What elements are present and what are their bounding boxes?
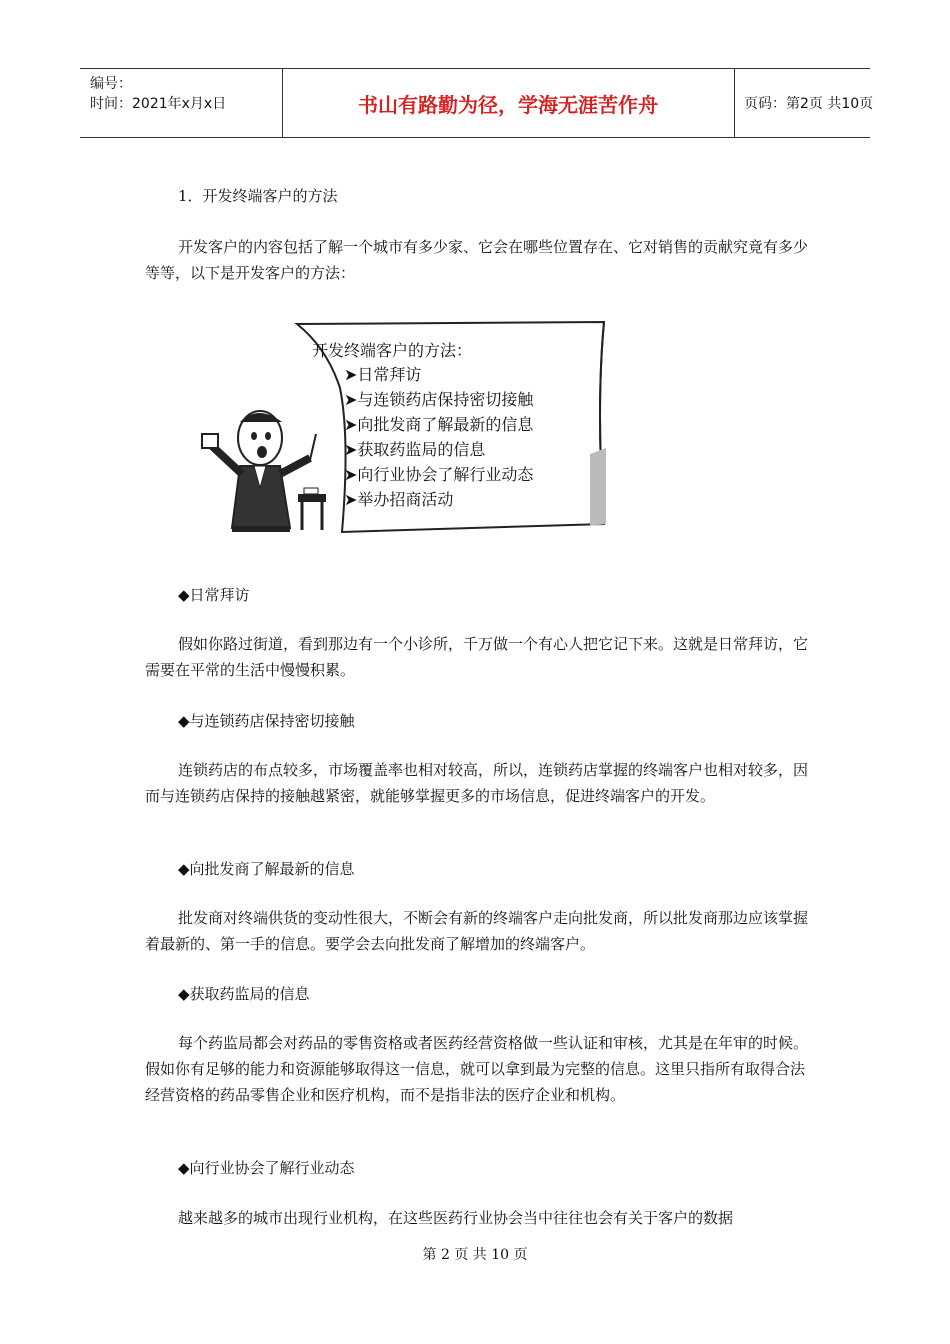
section-paragraph: 越来越多的城市出现行业机构，在这些医药行业协会当中往往也会有关于客户的数据 bbox=[178, 1209, 734, 1227]
cartoon-man bbox=[202, 411, 316, 532]
illustration-item: ➤日常拜访 bbox=[344, 365, 422, 384]
section-title: ◆日常拜访 bbox=[178, 586, 250, 604]
lectern bbox=[298, 488, 326, 530]
intro-paragraph: 开发客户的内容包括了解一个城市有多少家、它会在哪些位置存在、它对销售的贡献究竟有多少等等，以下是开发客户的方法： bbox=[145, 238, 809, 282]
page-footer: 第 2 页 共 10 页 bbox=[422, 1247, 528, 1263]
illustration-title: 开发终端客户的方法： bbox=[312, 341, 473, 360]
page-header bbox=[80, 68, 874, 138]
section-title: ◆向行业协会了解行业动态 bbox=[178, 1159, 355, 1177]
illustration-item: ➤与连锁药店保持密切接触 bbox=[344, 390, 534, 409]
section-paragraph: 批发商对终端供货的变动性很大，不断会有新的终端客户走向批发商，所以批发商那边应该掌握着最新的、第一手的信息。要学会去向批发商了解增加的终端客户。 bbox=[145, 909, 809, 953]
illustration-item: ➤向行业协会了解行业动态 bbox=[344, 465, 534, 484]
illustration bbox=[192, 318, 612, 540]
number-label: 编号： bbox=[90, 76, 132, 92]
section-title: ◆获取药监局的信息 bbox=[178, 985, 310, 1003]
section-title: ◆向批发商了解最新的信息 bbox=[178, 860, 355, 878]
illustration-item: ➤举办招商活动 bbox=[344, 490, 454, 509]
section-paragraph: 每个药监局都会对药品的零售资格或者医药经营资格做一些认证和审核，尤其是在年审的时候。假如你有足够的能力和资源能够取得这一信息，就可以拿到最为完整的信息。这里只指所有取得合法经营资格的药品零售企业和医疗机构，而不是指非法的医疗企业和机构。 bbox=[145, 1034, 809, 1104]
header-motto: 书山有路勤为径，学海无涯苦作舟 bbox=[282, 69, 735, 137]
time-label: 时间：2021年x月x日 bbox=[90, 96, 227, 112]
section-paragraph: 连锁药店的布点较多，市场覆盖率也相对较高，所以，连锁药店掌握的终端客户也相对较多，因而与连锁药店保持的接触越紧密，就能够掌握更多的市场信息，促进终端客户的开发。 bbox=[145, 761, 809, 805]
header-meta-cell bbox=[80, 69, 283, 137]
illustration-item: ➤获取药监局的信息 bbox=[344, 440, 486, 459]
section-paragraph: 假如你路过街道，看到那边有一个小诊所，千万做一个有心人把它记下来。这就是日常拜访，它需要在平常的生活中慢慢积累。 bbox=[145, 635, 809, 679]
illustration-item: ➤向批发商了解最新的信息 bbox=[344, 415, 534, 434]
section-heading: 1．开发终端客户的方法 bbox=[178, 187, 338, 205]
header-page-label: 页码：第2页 共10页 bbox=[744, 96, 874, 112]
section-title: ◆与连锁药店保持密切接触 bbox=[178, 712, 355, 730]
